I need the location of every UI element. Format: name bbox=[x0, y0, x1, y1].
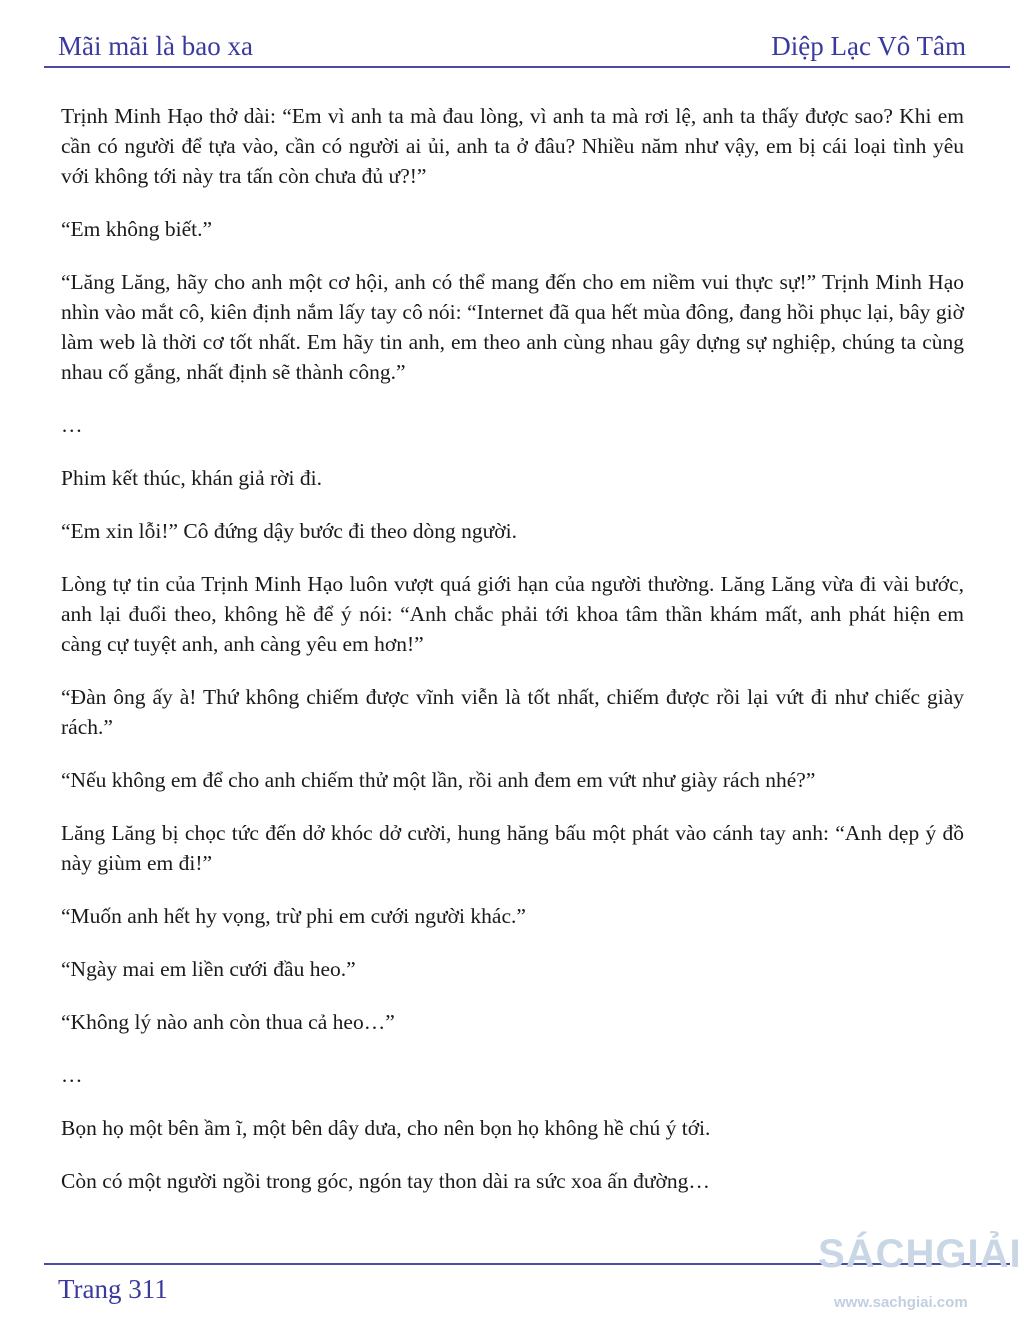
paragraph: … bbox=[61, 413, 83, 437]
watermark bbox=[818, 1232, 1022, 1322]
paragraph: … bbox=[61, 1063, 83, 1087]
paragraph: Còn có một người ngồi trong góc, ngón tay thon dài ra sức xoa ấn đường… bbox=[61, 1169, 710, 1193]
header-divider bbox=[44, 66, 1010, 68]
paragraph: Trịnh Minh Hạo thở dài: “Em vì anh ta mà đau lòng, vì anh ta mà rơi lệ, anh ta thấy được sao? Khi em cần có người để tựa vào, cần có người ai ủi, anh ta ở đâu? Nhiều năm như vậy, em bị cái loại tình yêu với không tới này tra tấn còn chưa đủ ư?!” bbox=[61, 104, 964, 188]
paragraph: Lăng Lăng bị chọc tức đến dở khóc dở cười, hung hăng bấu một phát vào cánh tay anh: “Anh dẹp ý đồ này giùm em đi!” bbox=[61, 821, 964, 875]
paragraph: “Không lý nào anh còn thua cả heo…” bbox=[61, 1010, 395, 1034]
book-title: Mãi mãi là bao xa bbox=[58, 31, 253, 61]
watermark-logo: SÁCHGIẢI bbox=[818, 1232, 1022, 1276]
paragraph: “Nếu không em để cho anh chiếm thử một lần, rồi anh đem em vứt như giày rách nhé?” bbox=[61, 768, 816, 792]
paragraph: Bọn họ một bên ầm ĩ, một bên dây dưa, cho nên bọn họ không hề chú ý tới. bbox=[61, 1116, 711, 1140]
page-header bbox=[58, 22, 966, 62]
paragraph: “Muốn anh hết hy vọng, trừ phi em cưới người khác.” bbox=[61, 904, 526, 928]
paragraph: “Đàn ông ấy à! Thứ không chiếm được vĩnh viễn là tốt nhất, chiếm được rồi lại vứt đi như chiếc giày rách.” bbox=[61, 685, 964, 739]
paragraph: Phim kết thúc, khán giả rời đi. bbox=[61, 466, 322, 490]
paragraph: “Ngày mai em liền cưới đầu heo.” bbox=[61, 957, 356, 981]
page-body bbox=[61, 101, 964, 1219]
paragraph: “Lăng Lăng, hãy cho anh một cơ hội, anh có thể mang đến cho em niềm vui thực sự!” Trịnh Minh Hạo nhìn vào mắt cô, kiên định nắm lấy tay cô nói: “Internet đã qua hết mùa đông, đang hồi phục lại, bây giờ làm web là thời cơ tốt nhất. Em hãy tin anh, em theo anh cùng nhau gây dựng sự nghiệp, chúng ta cùng nhau cố gắng, nhất định sẽ thành công.” bbox=[61, 270, 964, 384]
paragraph: “Em không biết.” bbox=[61, 217, 213, 241]
author-name: Diệp Lạc Vô Tâm bbox=[771, 31, 966, 61]
paragraph: “Em xin lỗi!” Cô đứng dậy bước đi theo dòng người. bbox=[61, 519, 517, 543]
paragraph: Lòng tự tin của Trịnh Minh Hạo luôn vượt quá giới hạn của người thường. Lăng Lăng vừa đi vài bước, anh lại đuổi theo, không hề để ý nói: “Anh chắc phải tới khoa tâm thần khám mất, anh phát hiện em càng cự tuyệt anh, anh càng yêu em hơn!” bbox=[61, 572, 964, 656]
page-number: Trang 311 bbox=[58, 1274, 168, 1304]
watermark-url: www.sachgiai.com bbox=[834, 1294, 968, 1311]
